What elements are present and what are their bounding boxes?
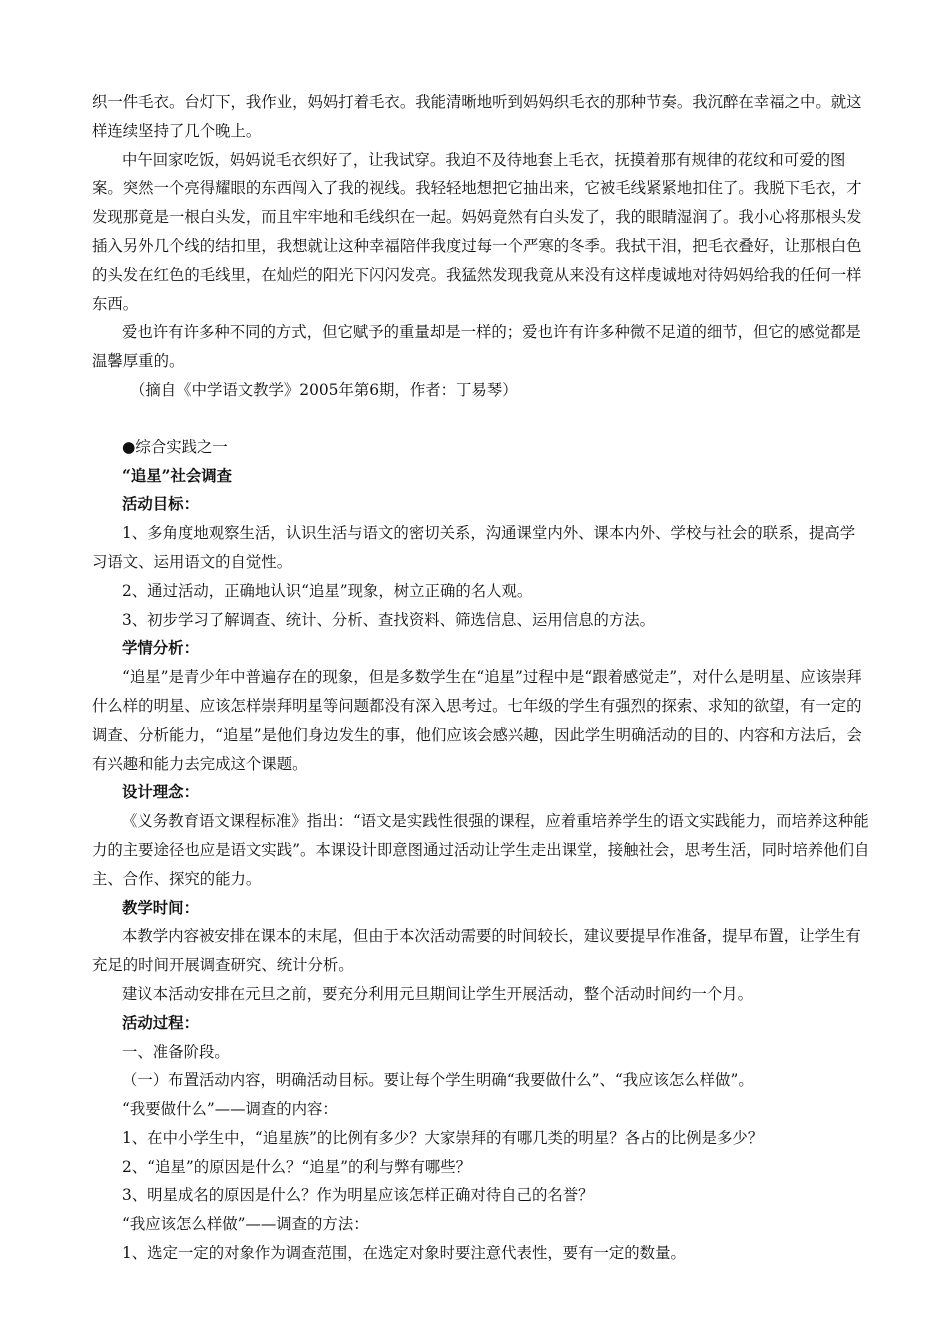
goal-item: 1、多角度地观察生活，认识生活与语文的密切关系，沟通课堂内外、课本内外、学校与社会的联系，提高学习语文、运用语文的自觉性。 (92, 524, 856, 571)
story-source: （摘自《中学语文教学》2005年第6期，作者：丁易琴） (130, 380, 518, 399)
analysis-heading: 学情分析： (122, 639, 199, 658)
goal-item: 3、初步学习了解调查、统计、分析、查找资料、筛选信息、运用信息的方法。 (122, 610, 656, 629)
concept-heading: 设计理念： (122, 783, 199, 802)
practice-title: “追星”社会调查 (122, 466, 233, 485)
time-paragraph-2: 建议本活动安排在元旦之前，要充分利用元旦期间让学生开展活动，整个活动时间约一个月。 (122, 984, 754, 1003)
goal-item: 2、通过活动，正确地认识“追星”现象，树立正确的名人观。 (122, 581, 533, 600)
what-item: 3、明星成名的原因是什么？作为明星应该怎样正确对待自己的名誉？ (122, 1186, 594, 1205)
story-paragraph-2: 中午回家吃饭，妈妈说毛衣织好了，让我试穿。我迫不及待地套上毛衣，抚摸着那有规律的花纹和可爱的图案。突然一个亮得耀眼的东西闯入了我的视线。我轻轻地想把它抽出来，它被毛线紧紧地扣住了。我脱下毛衣，才发现那竟是一根白头发，而且牢牢地和毛线织在一起。妈妈竟然有白头发了，我的眼睛湿润了。我小心将那根头发插入另外几个线的结扣里，我想就让这种幸福陪伴我度过每一个严寒的冬季。我拭干泪，把毛衣叠好，让那根白色的头发在红色的毛线里，在灿烂的阳光下闪闪发亮。我猛然发现我竟从来没有这样虔诚地对待妈妈给我的任何一样东西。 (92, 150, 862, 313)
analysis-paragraph: “追星”是青少年中普遍存在的现象，但是多数学生在“追星”过程中是“跟着感觉走”，对什么是明星、应该崇拜什么样的明星、应该怎样崇拜明星等问题都没有深入思考过。七年级的学生有强烈的探索、求知的欲望，有一定的调查、分析能力，“追星”是他们身边发生的事，他们应该会感兴趣，因此学生明确活动的目的、内容和方法后，会有兴趣和能力去完成这个课题。 (92, 668, 862, 773)
time-paragraph-1: 本教学内容被安排在课本的末尾，但由于本次活动需要的时间较长，建议要提早作准备，提早布置，让学生有充足的时间开展调查研究、统计分析。 (92, 927, 861, 975)
story-paragraph-3: 爱也许有许多种不同的方式，但它赋予的重量却是一样的；爱也许有许多种微不足道的细节，但它的感觉都是温馨厚重的。 (92, 323, 861, 371)
how-item: 1、选定一定的对象作为调查范围，在选定对象时要注意代表性，要有一定的数量。 (122, 1244, 686, 1263)
story-paragraph-1: 织一件毛衣。台灯下，我作业，妈妈打着毛衣。我能清晰地听到妈妈织毛衣的那种节奏。我沉醉在幸福之中。就这样连续坚持了几个晚上。 (92, 93, 862, 140)
how-heading: “我应该怎么样做”——调查的方法： (122, 1215, 369, 1234)
time-heading: 教学时间： (122, 898, 199, 917)
what-item: 1、在中小学生中，“追星族”的比例有多少？大家崇拜的有哪几类的明星？各占的比例是多少？ (122, 1128, 764, 1147)
what-heading: “我要做什么”——调查的内容： (122, 1100, 338, 1119)
section-gap (92, 405, 870, 433)
goal-heading: 活动目标： (122, 495, 199, 514)
practice-section-label: ●综合实践之一 (122, 437, 228, 456)
concept-paragraph: 《义务教育语文课程标准》指出：“语文是实践性很强的课程，应着重培养学生的语文实践能力，而培养这种能力的主要途径也应是语文实践”。本课设计即意图通过活动让学生走出课堂，接触社会，思考生活，同时培养他们自主、合作、探究的能力。 (92, 812, 870, 888)
what-item: 2、“追星”的原因是什么？“追星”的利与弊有哪些？ (122, 1157, 472, 1176)
stage-heading: 一、准备阶段。 (122, 1042, 230, 1061)
document-page (92, 88, 870, 1268)
step-paragraph: （一）布置活动内容，明确活动目标。要让每个学生明确“我要做什么”、“我应该怎么样做”。 (122, 1071, 754, 1090)
process-heading: 活动过程： (122, 1013, 199, 1032)
